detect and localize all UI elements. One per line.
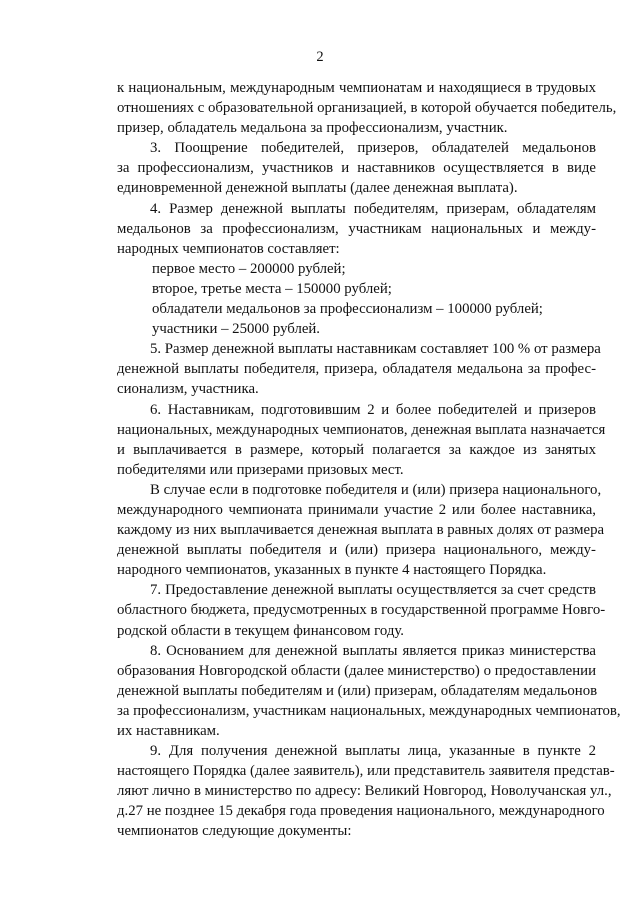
list-item: второе, третье места – 150000 рублей; [152,280,392,297]
text-line: денежной выплаты победителя и (или) призера национального, между- [117,542,596,559]
text-line: денежной выплаты победителя, призера, обладателя медальона за профес- [117,361,596,378]
text-line: национальных, международных чемпионатов, денежная выплата назначается [117,421,606,438]
text-line: за профессионализм, участникам национальных, международных чемпионатов, [117,702,621,719]
paragraph-item-5 [117,339,601,399]
list-item: обладатели медальонов за профессионализм – 100000 рублей; [152,301,543,318]
text-line: В случае если в подготовке победителя и (или) призера национального, [150,481,602,498]
paragraph-item-9 [117,741,615,841]
text-line: за профессионализм, участников и наставников осуществляется в виде [117,160,596,177]
text-line: 9. Для получения денежной выплаты лица, указанные в пункте 2 [150,743,596,760]
paragraph-continuation [117,78,617,138]
text-line: победителями или призерами призовых мест. [117,461,404,478]
text-line: медальонов за профессионализм, участникам национальных и между- [117,220,596,237]
text-line: отношениях с образовательной организацией, в которой обучается победитель, [117,100,617,117]
text-line: 5. Размер денежной выплаты наставникам составляет 100 % от размера [150,341,601,358]
text-line: и выплачивается в размере, который полагается за каждое из занятых [117,441,596,458]
text-line: 3. Поощрение победителей, призеров, обладателей медальонов [150,140,596,157]
list-item: первое место – 200000 рублей; [152,260,346,277]
text-line: их наставникам. [117,723,220,739]
text-line: настоящего Порядка (далее заявитель), или представитель заявителя представ- [117,763,615,780]
text-line: ляют лично в министерство по адресу: Великий Новгород, Новолучанская ул., [117,783,612,800]
text-line: международного чемпионата принимали участие 2 или более наставника, [117,501,596,518]
text-line: денежной выплаты победителям и (или) призерам, обладателям медальонов [117,682,598,699]
paragraph-item-6 [117,400,606,480]
text-line: 7. Предоставление денежной выплаты осуществляется за счет средств [150,582,596,599]
paragraph-item-4 [117,199,596,259]
text-line: к национальным, международным чемпионатам и находящиеся в трудовых [117,80,596,96]
text-line: чемпионатов следующие документы: [117,823,352,840]
text-line: 8. Основанием для денежной выплаты является приказ министерства [150,642,596,659]
text-line: родской области в текущем финансовом году. [117,622,404,639]
paragraph-item-8 [117,641,621,741]
text-line: 6. Наставникам, подготовившим 2 и более победителей и призеров [150,401,596,418]
paragraph-item-7 [117,580,606,640]
text-line: сионализм, участника. [117,381,259,398]
text-line: каждому из них выплачивается денежная выплата в равных долях от размера [117,522,605,539]
text-line: д.27 не позднее 15 декабря года проведения национального, международного [117,803,605,820]
list-item: участники – 25000 рублей. [152,321,321,338]
payment-amounts-list [117,259,596,339]
text-line: единовременной денежной выплаты (далее денежная выплата). [117,180,518,197]
paragraph-item-3 [117,138,596,198]
document-body [117,78,621,842]
text-line: народного чемпионатов, указанных в пункте 4 настоящего Порядка. [117,562,547,579]
text-line: областного бюджета, предусмотренных в государственной программе Новго- [117,602,606,619]
text-line: образования Новгородской области (далее министерство) о предоставлении [117,662,596,679]
text-line: 4. Размер денежной выплаты победителям, призерам, обладателям [150,200,596,217]
text-line: народных чемпионатов составляет: [117,240,340,257]
text-line: призер, обладатель медальона за профессионализм, участник. [117,120,508,137]
page-number: 2 [316,49,324,65]
paragraph-item-6-mentors [117,480,605,580]
